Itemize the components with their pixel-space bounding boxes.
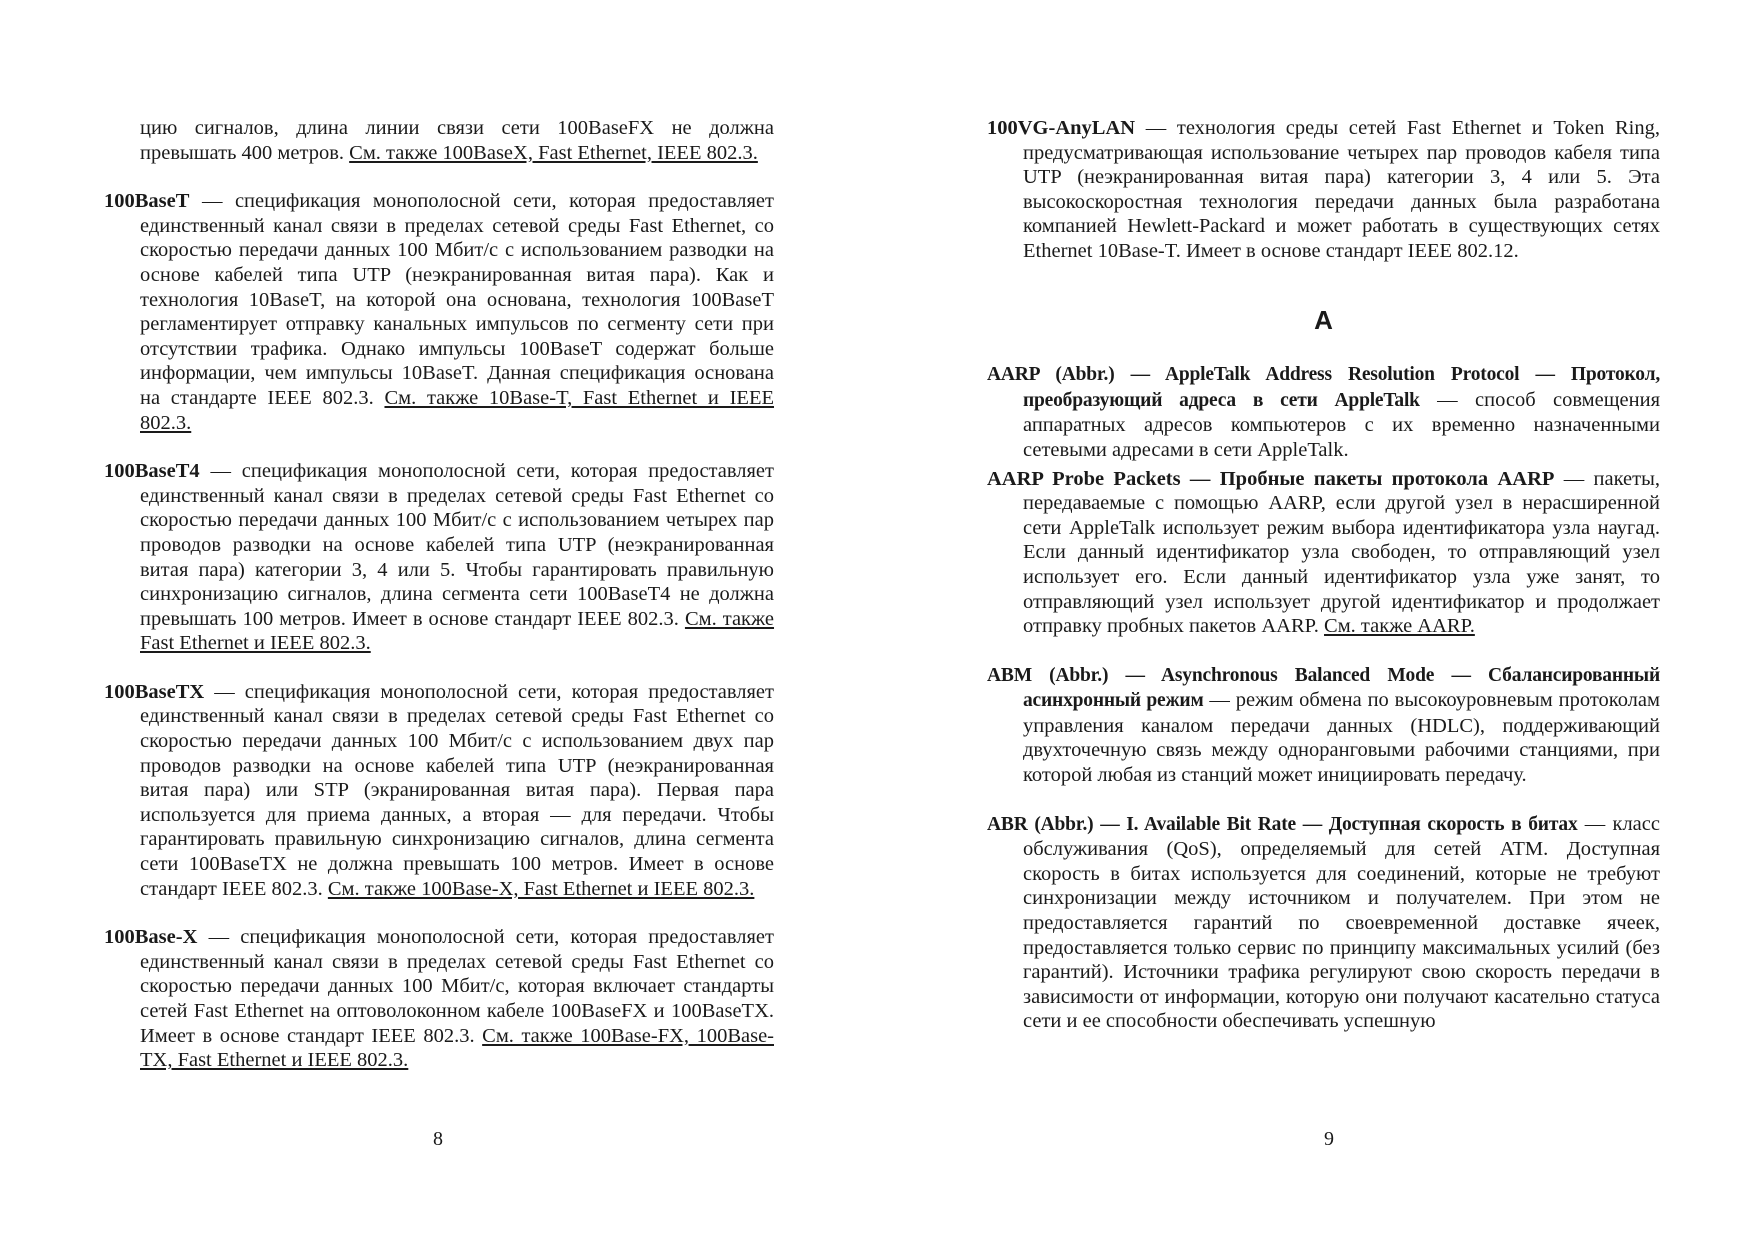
entry-aarp: [987, 362, 1660, 462]
entry-text: — класс обслуживания (QoS), определяемый для сетей ATM. Доступная скорость в битах используется для соединений, которые не требуют синхронизации между источником и получателем. При этом не предоставляется гарантий по своевременной доставке ячеек, предоставляется только сервис по принципу максимальных усилий (без гарантий). Источники трафика регулируют свою скорость передачи в зависимости от информации, которую они получают касательно статуса сети и ее способности обеспечивать успешную: [1023, 812, 1660, 1033]
entry-term: ABM (Abbr.) — Asynchronous Balanced Mode — Сбалансированный асинхронный режим: [987, 664, 1660, 712]
entry-100vg-anylan: [987, 116, 1660, 264]
entry-term: 100Base-X: [104, 926, 198, 949]
entry-term: 100VG-AnyLAN: [987, 117, 1136, 139]
entry-text: цию сигналов, длина линии связи сети 100BaseFX не должна превышать 400 метров.: [140, 117, 774, 164]
entry-100basetx: [104, 680, 774, 901]
see-also-link[interactable]: См. также AARP.: [1324, 615, 1475, 638]
entry-100baset4: [104, 459, 774, 656]
see-also-link[interactable]: См. также 100BaseX, Fast Ethernet, IEEE 802.3.: [349, 141, 758, 164]
entry-abm: [987, 663, 1660, 788]
entry-text: — технология среды сетей Fast Ethernet и Token Ring, предусматривающая использование четырех пар проводов кабеля типа UTP (неэкранированная витая пара) категории 3, 4 или 5. Эта высокоскоростная технология передачи данных была разработана компанией Hewlett-Packard и может работать в существующих сетях Ethernet 10Base-T. Имеет в основе стандарт IEEE 802.12.: [1023, 117, 1660, 262]
entry-text: — спецификация монополосной сети, которая предоставляет единственный канал связи в пределах сетевой среды Fast Ethernet, со скоростью передачи данных 100 Мбит/с с использованием разводки на основе кабелей типа UTP (неэкранированная витая пара). Как и технология 10BaseT, на которой она основана, технология 100BaseT регламентирует отправку канальных импульсов по сегменту сети при отсутствии трафика. Однако импульсы 100BaseT содержат больше информации, чем импульсы 10BaseT. Данная спецификация основана на стандарте IEEE 802.3.: [140, 190, 774, 409]
entry-aarp-probe-packets: [987, 467, 1660, 639]
left-page-text-column: [104, 116, 774, 1073]
right-page-text-column: [987, 116, 1660, 1034]
entry-term: AARP Probe Packets — Пробные пакеты протокола AARP: [987, 467, 1555, 490]
entry-term: ABR (Abbr.) — I. Available Bit Rate — Доступная скорость в битах: [987, 813, 1578, 835]
entry-text: — спецификация монополосной сети, которая предоставляет единственный канал связи в пределах сетевой среды Fast Ethernet со скоростью передачи данных 100 Мбит/с, которая включает стандарты сетей Fast Ethernet на оптоволоконном кабеле 100BaseFX и 100BaseTX. Имеет в основе стандарт IEEE 802.3.: [140, 926, 774, 1047]
entry-text: — способ совмещения аппаратных адресов компьютеров с их временно назначенными сетевыми адресами в сети AppleTalk.: [1023, 388, 1660, 461]
entry-100base-x: [104, 925, 774, 1073]
right-page: [877, 0, 1755, 1240]
entry-text: — режим обмена по высокоуровневым протоколам управления каналом передачи данных (HDLC), поддерживающий двухточечную связь между одноранговыми рабочими станциями, при которой любая из станций может инициировать передачу.: [1023, 689, 1660, 787]
entry-100baset: [104, 189, 774, 435]
entry-term: 100BaseTX: [104, 680, 205, 703]
entry-text: — пакеты, передаваемые с помощью AARP, если другой узел в нерасширенной сети AppleTalk использует режим выбора идентификатора узла наугад. Если данный идентификатор узла свободен, то отправляющий узел использует его. Если данный идентификатор узла уже занят, то отправляющий узел использует другой идентификатор и продолжает отправку пробных пакетов AARP.: [1023, 467, 1660, 638]
see-also-link[interactable]: См. также Fast Ethernet и IEEE 802.3.: [140, 607, 775, 655]
page-number: 9: [1324, 1128, 1334, 1150]
entry-term: 100BaseT: [104, 190, 190, 213]
page-number: 8: [433, 1128, 443, 1150]
see-also-link[interactable]: См. также 100Base-X, Fast Ethernet и IEEE 802.3.: [327, 877, 755, 900]
left-page: [0, 0, 877, 1240]
section-letter-heading: A: [1314, 304, 1333, 335]
see-also-link[interactable]: См. также 10Base-T, Fast Ethernet и IEEE 802.3.: [140, 386, 774, 434]
entry-100basefx-continuation: [104, 116, 774, 165]
see-also-link[interactable]: См. также 100Base-FX, 100Base-TX, Fast Ethernet и IEEE 802.3.: [140, 1024, 774, 1072]
entry-term: AARP (Abbr.) — AppleTalk Address Resolution Protocol — Протокол, преобразующий адреса в сети AppleTalk: [987, 364, 1660, 411]
entry-term: 100BaseT4: [104, 460, 200, 483]
entry-abr: [987, 812, 1660, 1034]
entry-text: — спецификация монополосной сети, которая предоставляет единственный канал связи в пределах сетевой среды Fast Ethernet со скоростью передачи данных 100 Мбит/с с использованием четырех пар проводов разводки на основе кабелей типа UTP (неэкранированная витая пара) категории 3, 4 или 5. Чтобы гарантировать правильную синхронизацию сигналов, длина сегмента сети 100BaseT4 не должна превышать 100 метров. Имеет в основе стандарт IEEE 802.3.: [140, 460, 774, 630]
entry-text: — спецификация монополосной сети, которая предоставляет единственный канал связи в пределах сетевой среды Fast Ethernet со скоростью передачи данных 100 Мбит/с с использованием двух пар проводов разводки на основе кабелей типа UTP (неэкранированная витая пара) или STP (экранированная витая пара). Первая пара используется для приема данных, а вторая — для передачи. Чтобы гарантировать правильную синхронизацию сигналов, длина сегмента сети 100BaseTX не должна превышать 100 метров. Имеет в основе стандарт IEEE 802.3.: [140, 680, 774, 900]
